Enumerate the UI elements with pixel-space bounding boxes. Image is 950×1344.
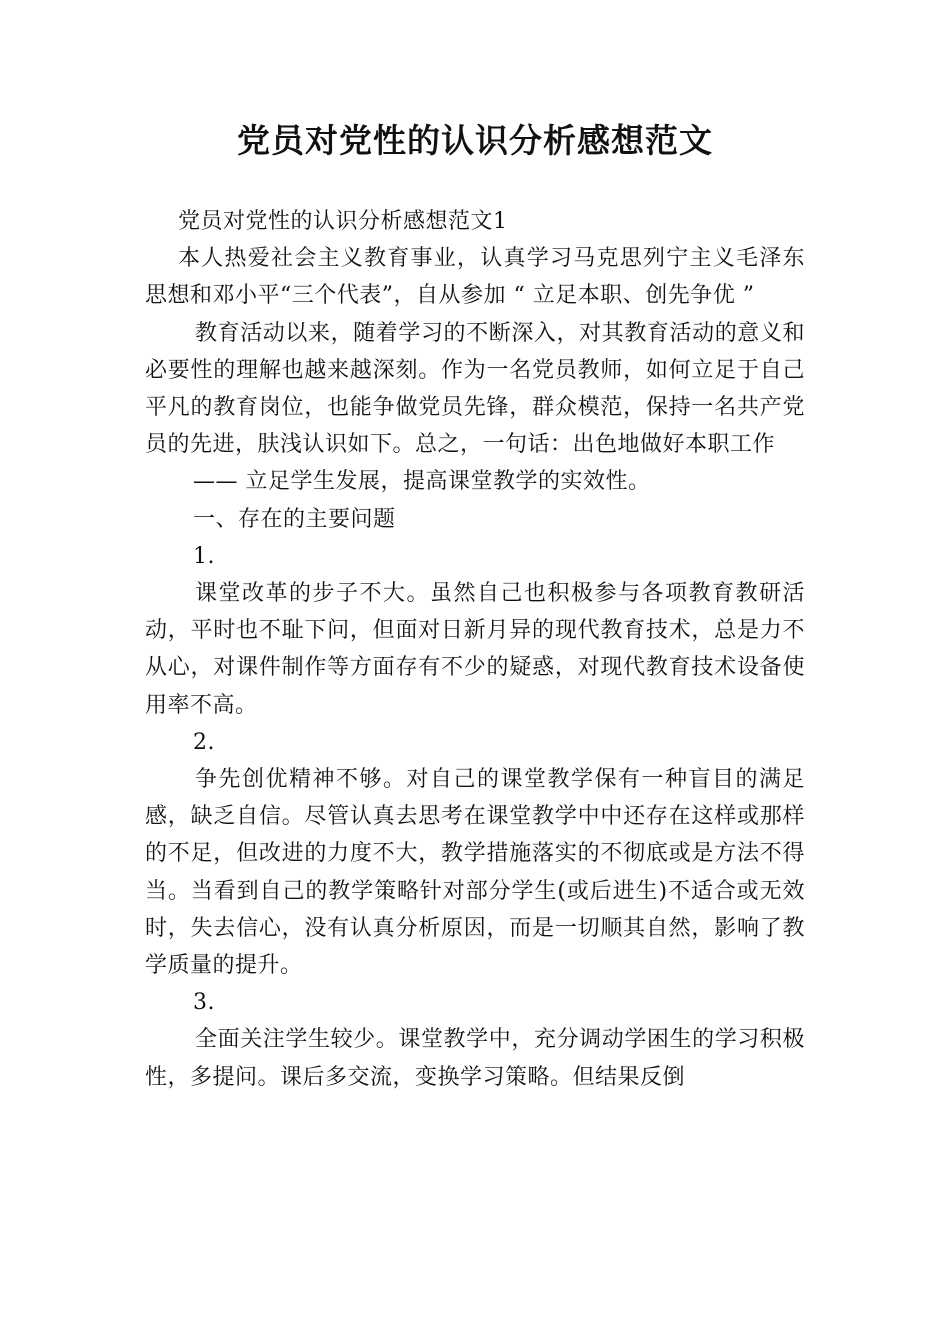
paragraph: 全面关注学生较少。课堂教学中，充分调动学困生的学习积极性，多提问。课后多交流，变换学习策略。但结果反倒	[145, 1027, 805, 1090]
document-body	[145, 203, 805, 1096]
paragraph: 争先创优精神不够。对自己的课堂教学保有一种盲目的满足感，缺乏自信。尽管认真去思考在课堂教学中中还存在这样或那样的不足，但改进的力度不大，教学措施落实的不彻底或是方法不得当。当看到自己的教学策略针对部分学生(或后进生)不适合或无效时，失去信心，没有认真分析原因，而是一切顺其自然，影响了教学质量的提升。	[145, 767, 805, 979]
paragraph: 课堂改革的步子不大。虽然自己也积极参与各项教育教研活动，平时也不耻下问，但面对日新月异的现代教育技术，总是力不从心，对课件制作等方面存有不少的疑惑，对现代教育技术设备使用率不高。	[145, 581, 805, 718]
list-number: 3.	[193, 990, 215, 1016]
document-title: 党员对党性的认识分析感想范文	[237, 121, 713, 160]
paragraph: 教育活动以来，随着学习的不断深入，对其教育活动的意义和必要性的理解也越来越深刻。作为一名党员教师，如何立足于自己平凡的教育岗位，也能争做党员先锋，群众模范，保持一名共产党员的先进，肤浅认识如下。总之，一句话：出色地做好本职工作	[145, 320, 805, 458]
paragraph-subtitle: 党员对党性的认识分析感想范文1	[178, 209, 508, 234]
list-number: 2.	[193, 729, 215, 755]
list-number: 1.	[193, 543, 215, 569]
paragraph: —— 立足学生发展，提高课堂教学的实效性。	[193, 469, 651, 495]
section-heading: 一、存在的主要问题	[193, 506, 396, 532]
paragraph: 本人热爱社会主义教育事业，认真学习马克思列宁主义毛泽东思想和邓小平“三个代表”，自从参加 “ 立足本职、创先争优 ”	[145, 246, 805, 309]
